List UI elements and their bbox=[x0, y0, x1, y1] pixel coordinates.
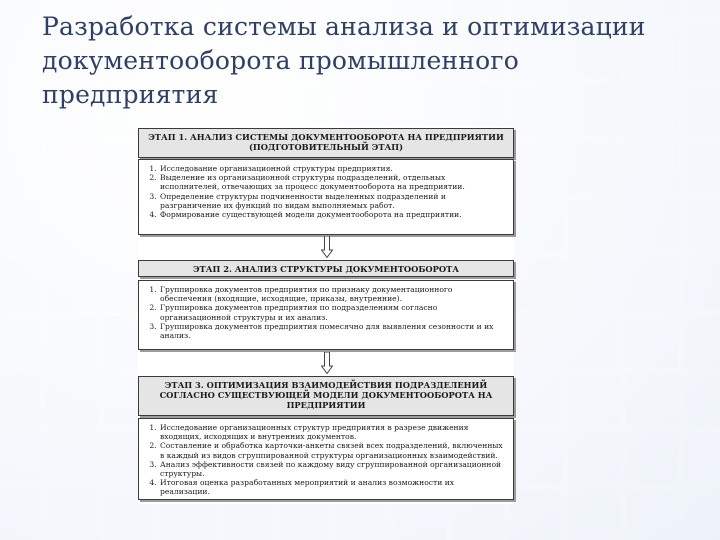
stage-2-heading: ЭТАП 2. АНАЛИЗ СТРУКТУРЫ ДОКУМЕНТООБОРОТА bbox=[138, 260, 514, 277]
down-arrow-icon bbox=[321, 236, 333, 258]
stage-2-item: 1. Группировка документов предприятия по признаку документационного обеспечения (входящие, исходящие, приказы, внутренние). bbox=[159, 285, 505, 303]
slide-title: Разработка системы анализа и оптимизации документооборота промышленного предприятия bbox=[42, 12, 646, 109]
stage-2-item: 3. Группировка документов предприятия помесячно для выявления сезонности и их анализ. bbox=[159, 322, 505, 340]
stage-1-item: 1. Исследование организационной структуры предприятия. bbox=[159, 164, 505, 173]
down-arrow-icon bbox=[321, 352, 333, 374]
stage-1-item: 3. Определение структуры подчиненности выделенных подразделений и разграничение их функций по видам выполняемых работ. bbox=[159, 192, 505, 210]
stage-1-item: 4. Формирование существующей модели документооборота на предприятии. bbox=[159, 210, 505, 219]
stage-3-item: 4. Итоговая оценка разработанных мероприятий и анализ возможности их реализации. bbox=[159, 478, 505, 496]
stage-3-item: 3. Анализ эффективности связей по каждому виду сгруппированной организационной структуры. bbox=[159, 460, 505, 478]
stage-2-body bbox=[138, 280, 514, 350]
stage-3-item: 2. Составление и обработка карточки-анкеты связей всех подразделений, включенных в каждый из видов сгруппированной структуры организационных взаимодействий. bbox=[159, 441, 505, 459]
stage-1-heading: ЭТАП 1. АНАЛИЗ СИСТЕМЫ ДОКУМЕНТООБОРОТА НА ПРЕДПРИЯТИИ (ПОДГОТОВИТЕЛЬНЫЙ ЭТАП) bbox=[138, 128, 514, 158]
stage-2-item: 2. Группировка документов предприятия по подразделениям согласно организационной структуры и их анализ. bbox=[159, 303, 505, 321]
stage-3-item: 1. Исследование организационных структур предприятия в разрезе движения входящих, исходящих и внутренних документов. bbox=[159, 423, 505, 441]
stage-1-item: 2. Выделение из организационной структуры подразделений, отдельных исполнителей, отвечающих за процесс документооборота на предприятии. bbox=[159, 173, 505, 191]
process-diagram bbox=[138, 126, 514, 504]
stage-1-body bbox=[138, 159, 514, 235]
stage-3-heading: ЭТАП 3. ОПТИМИЗАЦИЯ ВЗАИМОДЕЙСТВИЯ ПОДРАЗДЕЛЕНИЙ СОГЛАСНО СУЩЕСТВУЮЩЕЙ МОДЕЛИ ДОКУМЕНТООБОРОТА НА ПРЕДПРИЯТИИ bbox=[138, 376, 514, 416]
stage-3-body bbox=[138, 418, 514, 500]
